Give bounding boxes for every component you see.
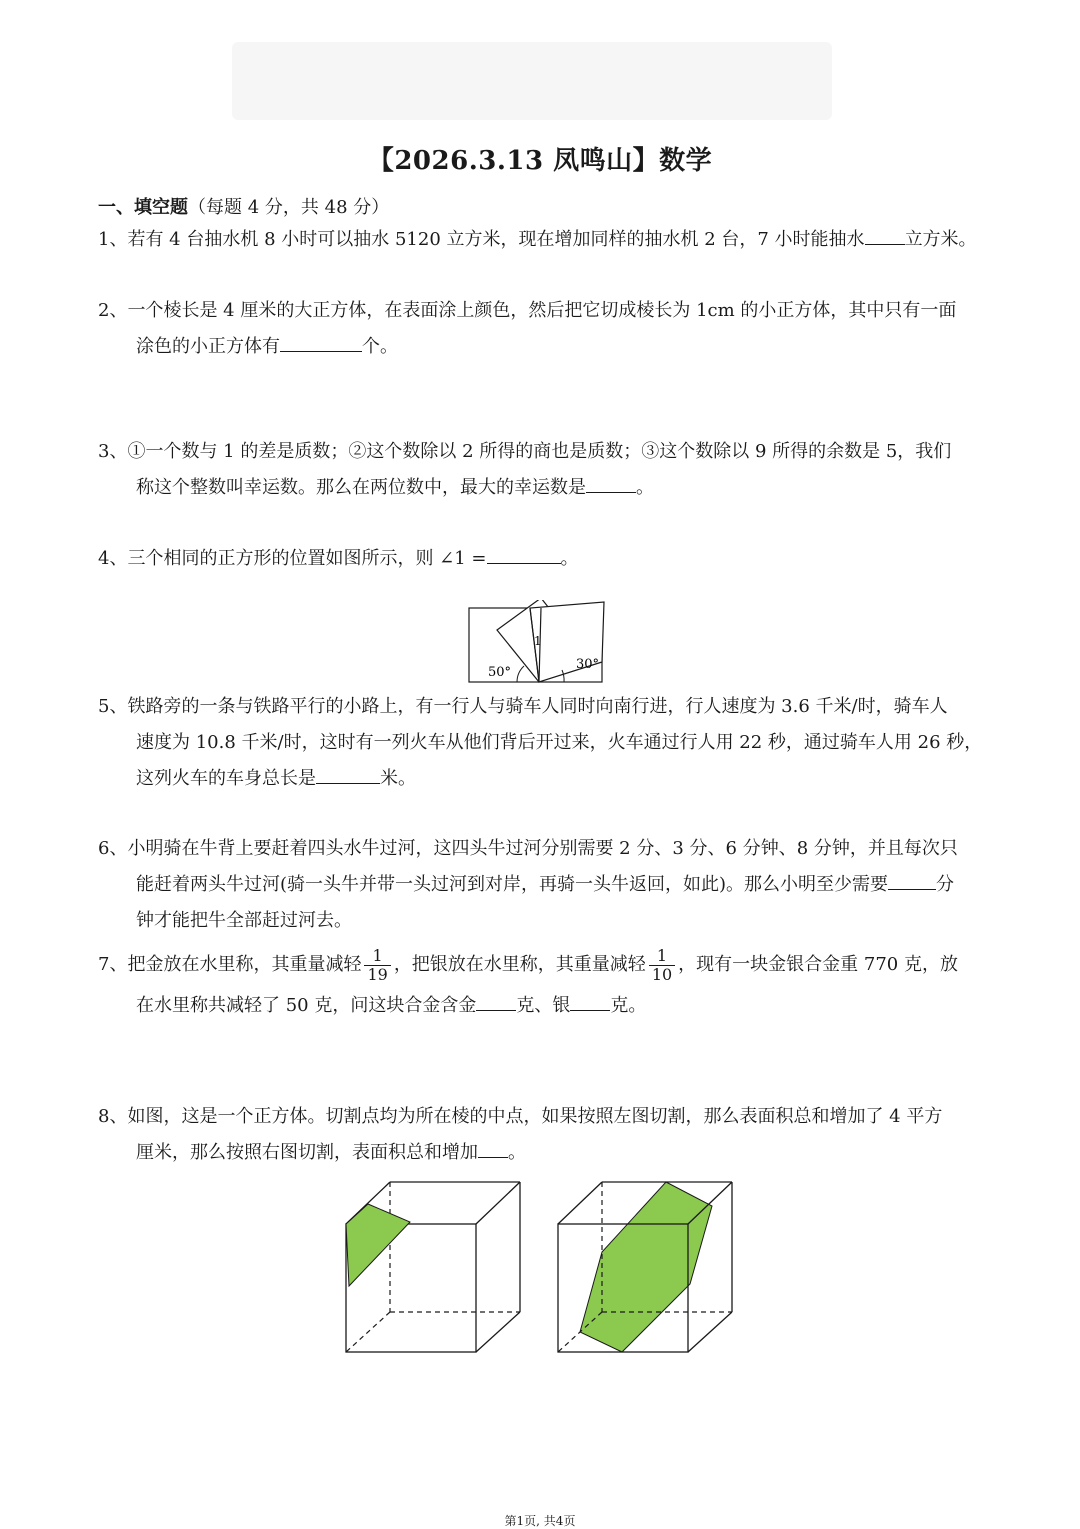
q6-line2: 能赶着两头牛过河(骑一头牛并带一头过河到对岸，再骑一头牛返回，如此)。那么小明至少需要	[136, 874, 889, 895]
q1-tail: 立方米。	[904, 229, 977, 250]
question-6	[98, 831, 988, 939]
question-1	[98, 222, 988, 258]
q5-line1: 5、铁路旁的一条与铁路平行的小路上，有一行人与骑车人同时向南行进，行人速度为 3.6 千米/时，骑车人	[98, 696, 948, 717]
q7-part2: ，把银放在水里称，其重量减轻	[393, 954, 646, 975]
section-heading	[98, 193, 389, 219]
section-label: 一、填空题	[98, 197, 188, 218]
question-8	[98, 1099, 988, 1171]
q7-tail: 克。	[610, 995, 647, 1016]
q7-blank-gold[interactable]	[476, 992, 516, 1011]
question-2	[98, 293, 988, 365]
q2-line1: 2、一个棱长是 4 厘米的大正方体，在表面涂上颜色，然后把它切成棱长为 1cm 的小正方体，其中只有一面	[98, 300, 957, 321]
q2-line2: 涂色的小正方体有	[136, 336, 280, 357]
section-note: （每题 4 分，共 48 分）	[188, 197, 390, 218]
page-title: 【2026.3.13 凤鸣山】数学	[367, 146, 713, 176]
q8-right-cube	[552, 1176, 742, 1366]
q3-blank[interactable]	[586, 474, 636, 493]
q4-squares-figure	[462, 600, 612, 686]
question-4	[98, 541, 988, 577]
q7-mid: 克、银	[516, 995, 571, 1016]
q4-angle30-label: 30°	[576, 657, 600, 672]
page-footer: 第1页, 共4页	[504, 1514, 576, 1528]
q6-blank[interactable]	[888, 871, 936, 890]
q8-line1: 8、如图，这是一个正方体。切割点均为所在棱的中点，如果按照左图切割，那么表面积总和增加了 4 平方	[98, 1106, 943, 1127]
q3-tail: 。	[636, 477, 654, 498]
q3-line1: 3、①一个数与 1 的差是质数；②这个数除以 2 所得的商也是质数；③这个数除以 9 所得的余数是 5，我们	[98, 441, 952, 462]
q2-tail: 个。	[362, 336, 398, 357]
q7-blank-silver[interactable]	[570, 992, 610, 1011]
q6-line2-tail: 分	[936, 874, 955, 895]
question-7	[98, 942, 988, 1024]
blurred-header	[232, 42, 832, 120]
q3-line2: 称这个整数叫幸运数。那么在两位数中，最大的幸运数是	[136, 477, 586, 498]
q6-line3: 钟才能把牛全部赶过河去。	[136, 910, 352, 931]
q8-right-cut-face	[580, 1182, 712, 1352]
q4-angle50-label: 50°	[488, 665, 512, 680]
q7-fraction-gold: $\frac{1}{19}$	[364, 947, 390, 984]
q4-tail: 。	[560, 548, 579, 569]
q7-part1: 7、把金放在水里称，其重量减轻	[98, 954, 362, 975]
q4-angle1-label: 1	[534, 634, 542, 648]
q8-line2: 厘米，那么按照右图切割，表面积总和增加	[136, 1142, 478, 1163]
q1-text: 1、若有 4 台抽水机 8 小时可以抽水 5120 立方米，现在增加同样的抽水机 2 台，7 小时能抽水	[98, 229, 865, 250]
q8-left-cube	[340, 1176, 530, 1366]
q6-line1: 6、小明骑在牛背上要赶着四头水牛过河，这四头牛过河分别需要 2 分、3 分、6 分钟、8 分钟，并且每次只	[98, 838, 958, 859]
q7-line2: 在水里称共减轻了 50 克，问这块合金含金	[136, 995, 477, 1016]
q2-blank[interactable]	[280, 333, 362, 352]
q8-left-triangle-cut	[346, 1204, 410, 1286]
q5-line3: 这列火车的车身总长是	[136, 768, 316, 789]
q4-blank[interactable]	[487, 545, 561, 564]
q4-text: 4、三个相同的正方形的位置如图所示，则 ∠1 =	[98, 548, 487, 569]
q1-blank[interactable]	[865, 226, 905, 245]
q5-tail: 米。	[380, 768, 416, 789]
q8-blank[interactable]	[478, 1139, 508, 1158]
q8-tail: 。	[508, 1142, 526, 1163]
q7-fraction-silver: $\frac{1}{10}$	[649, 947, 675, 984]
question-5	[98, 689, 988, 797]
q5-line2: 速度为 10.8 千米/时，这时有一列火车从他们背后开过来，火车通过行人用 22 秒，通过骑车人用 26 秒，	[136, 732, 983, 753]
q4-arc-50	[517, 666, 524, 682]
q5-blank[interactable]	[316, 765, 380, 784]
question-3	[98, 434, 988, 506]
q7-part3: ，现有一块金银合金重 770 克，放	[678, 954, 958, 975]
